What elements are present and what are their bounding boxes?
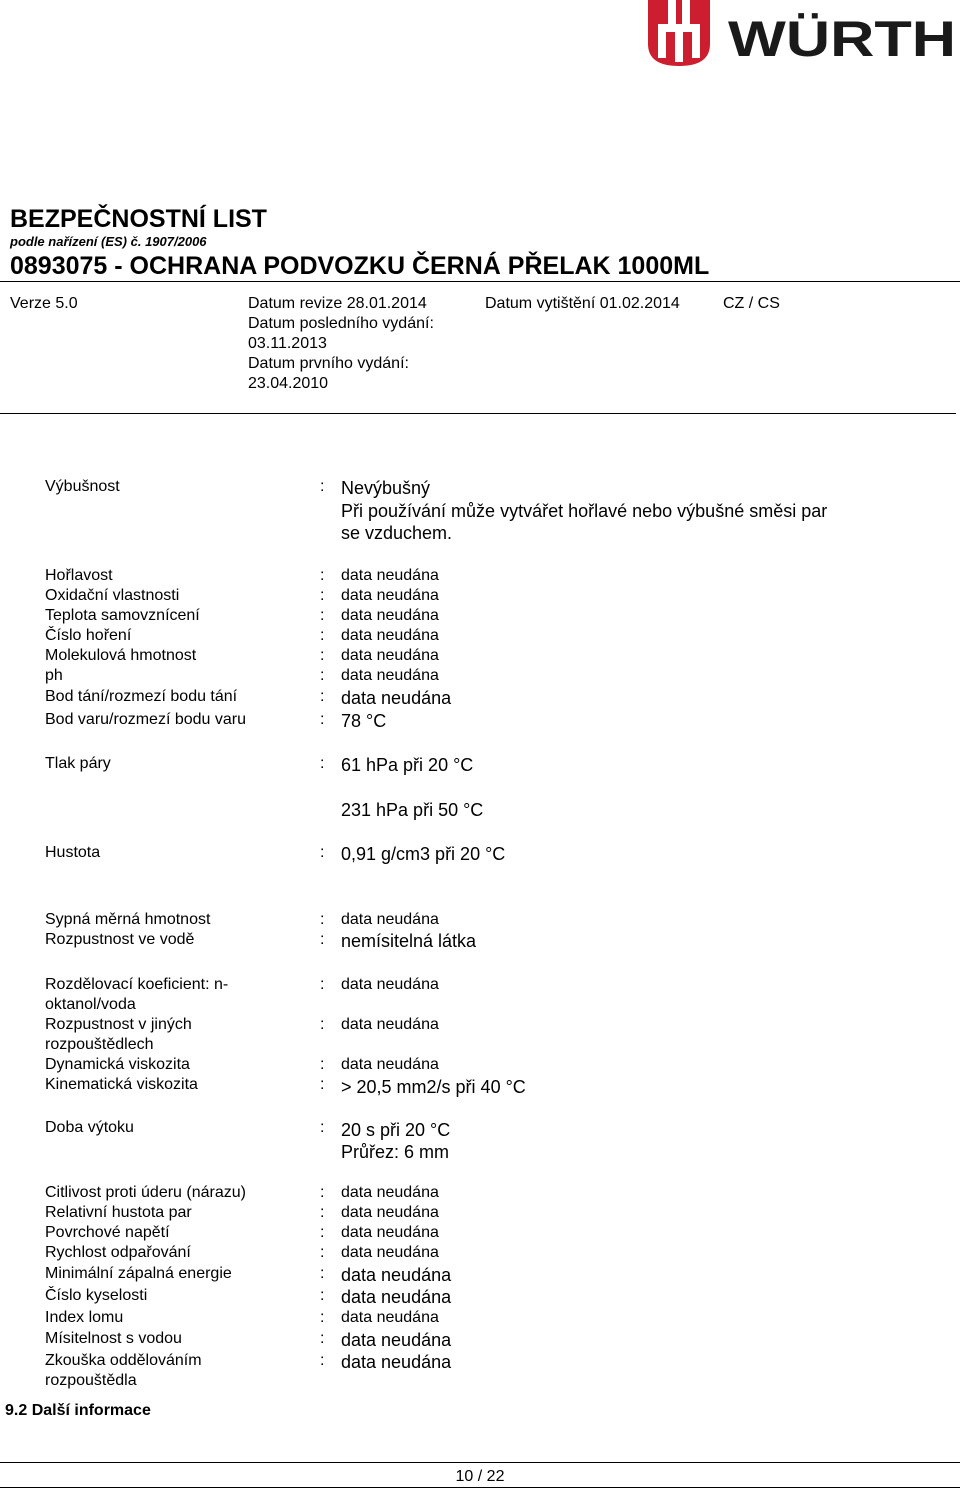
property-label: ph bbox=[45, 667, 63, 684]
property-label: Číslo kyselosti bbox=[45, 1287, 148, 1304]
page-number: 10 / 22 bbox=[455, 1468, 505, 1485]
property-value: data neudána bbox=[341, 1244, 439, 1261]
property-value: data neudána bbox=[341, 587, 439, 604]
property-value-line2: Při používání může vytvářet hořlavé nebo výbušné směsi par bbox=[341, 501, 828, 521]
property-label: Zkouška oddělováním bbox=[45, 1352, 202, 1369]
property-label-line2: rozpouštědlech bbox=[45, 1036, 154, 1053]
property-colon: : bbox=[320, 1287, 325, 1304]
property-label: Oxidační vlastnosti bbox=[45, 587, 180, 604]
property-label-line2: rozpouštědla bbox=[45, 1372, 137, 1389]
version: Verze 5.0 bbox=[10, 295, 78, 312]
property-colon: : bbox=[320, 931, 325, 948]
property-colon: : bbox=[320, 711, 325, 728]
property-colon: : bbox=[320, 755, 325, 772]
property-value: data neudána bbox=[341, 1056, 439, 1073]
property-label: Doba výtoku bbox=[45, 1119, 134, 1136]
property-label: Rozdělovací koeficient: n- bbox=[45, 976, 229, 993]
property-colon: : bbox=[320, 1352, 325, 1369]
property-colon: : bbox=[320, 607, 325, 624]
property-label: Hořlavost bbox=[45, 567, 113, 584]
property-value-line3: se vzduchem. bbox=[341, 523, 453, 543]
property-value: data neudána bbox=[341, 1204, 439, 1221]
property-label: Bod tání/rozmezí bodu tání bbox=[45, 688, 238, 705]
wurth-logo bbox=[648, 0, 958, 68]
property-colon: : bbox=[320, 1056, 325, 1073]
property-colon: : bbox=[320, 647, 325, 664]
property-value: nemísitelná látka bbox=[341, 931, 477, 951]
property-colon: : bbox=[320, 587, 325, 604]
property-label: Rozpustnost v jiných bbox=[45, 1016, 192, 1033]
property-value: 78 °C bbox=[341, 711, 387, 731]
property-value-line2: Průřez: 6 mm bbox=[341, 1142, 450, 1162]
property-colon: : bbox=[320, 976, 325, 993]
property-colon: : bbox=[320, 1224, 325, 1241]
property-value: data neudána bbox=[341, 607, 439, 624]
print-date: Datum vytištění 01.02.2014 bbox=[485, 295, 680, 312]
first-issue-label: Datum prvního vydání: bbox=[248, 355, 409, 372]
first-issue-date: 23.04.2010 bbox=[248, 375, 329, 392]
property-value-line2: 231 hPa při 50 °C bbox=[341, 800, 484, 820]
property-label: Výbušnost bbox=[45, 478, 120, 495]
property-label: Povrchové napětí bbox=[45, 1224, 170, 1241]
property-colon: : bbox=[320, 1016, 325, 1033]
property-label: Hustota bbox=[45, 844, 101, 861]
property-value: data neudána bbox=[341, 567, 439, 584]
property-value: data neudána bbox=[341, 1352, 452, 1372]
property-colon: : bbox=[320, 1076, 325, 1093]
property-colon: : bbox=[320, 1265, 325, 1282]
property-value: 61 hPa při 20 °C bbox=[341, 755, 474, 775]
last-issue-label: Datum posledního vydání: bbox=[248, 315, 434, 332]
property-label: Dynamická viskozita bbox=[45, 1056, 190, 1073]
property-colon: : bbox=[320, 478, 325, 495]
property-label: Teplota samovznícení bbox=[45, 607, 200, 624]
property-label: Minimální zápalná energie bbox=[45, 1265, 232, 1282]
property-colon: : bbox=[320, 1184, 325, 1201]
revision-date: Datum revize 28.01.2014 bbox=[248, 295, 427, 312]
property-value: data neudána bbox=[341, 911, 439, 928]
property-value: data neudána bbox=[341, 688, 452, 708]
footer-divider-top bbox=[0, 1462, 960, 1463]
regulation-reference: podle nařízení (ES) č. 1907/2006 bbox=[10, 234, 207, 249]
property-colon: : bbox=[320, 688, 325, 705]
property-colon: : bbox=[320, 1309, 325, 1326]
property-colon: : bbox=[320, 911, 325, 928]
property-value: data neudána bbox=[341, 1309, 439, 1326]
property-value: data neudána bbox=[341, 1287, 452, 1307]
property-value: data neudána bbox=[341, 1330, 452, 1350]
logo-wordmark: WÜRTH bbox=[728, 11, 956, 67]
property-colon: : bbox=[320, 667, 325, 684]
footer-divider-bottom bbox=[0, 1487, 960, 1488]
property-value: data neudána bbox=[341, 647, 439, 664]
header-divider bbox=[0, 281, 960, 282]
property-label: Rozpustnost ve vodě bbox=[45, 931, 195, 948]
property-value: data neudána bbox=[341, 667, 439, 684]
last-issue-date: 03.11.2013 bbox=[248, 335, 327, 352]
property-value: 20 s při 20 °C bbox=[341, 1120, 451, 1140]
property-colon: : bbox=[320, 1204, 325, 1221]
property-label: Molekulová hmotnost bbox=[45, 647, 197, 664]
property-value: data neudána bbox=[341, 1016, 439, 1033]
property-label: Index lomu bbox=[45, 1309, 124, 1326]
property-value: 0,91 g/cm3 při 20 °C bbox=[341, 844, 506, 864]
property-colon: : bbox=[320, 1119, 325, 1136]
property-label: Mísitelnost s vodou bbox=[45, 1330, 182, 1347]
header-bottom-divider bbox=[0, 413, 956, 414]
property-label: Relativní hustota par bbox=[45, 1204, 192, 1221]
property-value: data neudána bbox=[341, 627, 439, 644]
property-label: Číslo hoření bbox=[45, 627, 132, 644]
property-value: data neudána bbox=[341, 1265, 452, 1285]
property-colon: : bbox=[320, 844, 325, 861]
locale: CZ / CS bbox=[723, 295, 780, 312]
property-colon: : bbox=[320, 1244, 325, 1261]
document-title: BEZPEČNOSTNÍ LIST bbox=[10, 205, 267, 233]
property-colon: : bbox=[320, 567, 325, 584]
property-label-line2: oktanol/voda bbox=[45, 996, 136, 1013]
property-value: > 20,5 mm2/s při 40 °C bbox=[341, 1077, 526, 1097]
property-value: data neudána bbox=[341, 1184, 439, 1201]
property-label: Tlak páry bbox=[45, 755, 111, 772]
property-label: Citlivost proti úderu (nárazu) bbox=[45, 1184, 246, 1201]
property-value: Nevýbušný bbox=[341, 478, 431, 498]
property-label: Kinematická viskozita bbox=[45, 1076, 198, 1093]
property-value: data neudána bbox=[341, 1224, 439, 1241]
product-name: 0893075 - OCHRANA PODVOZKU ČERNÁ PŘELAK 1000ML bbox=[10, 252, 710, 280]
property-label: Sypná měrná hmotnost bbox=[45, 911, 211, 928]
property-colon: : bbox=[320, 627, 325, 644]
property-label: Rychlost odpařování bbox=[45, 1244, 191, 1261]
property-value: data neudána bbox=[341, 976, 439, 993]
section-heading: 9.2 Další informace bbox=[5, 1402, 151, 1419]
property-label: Bod varu/rozmezí bodu varu bbox=[45, 711, 246, 728]
property-colon: : bbox=[320, 1330, 325, 1347]
